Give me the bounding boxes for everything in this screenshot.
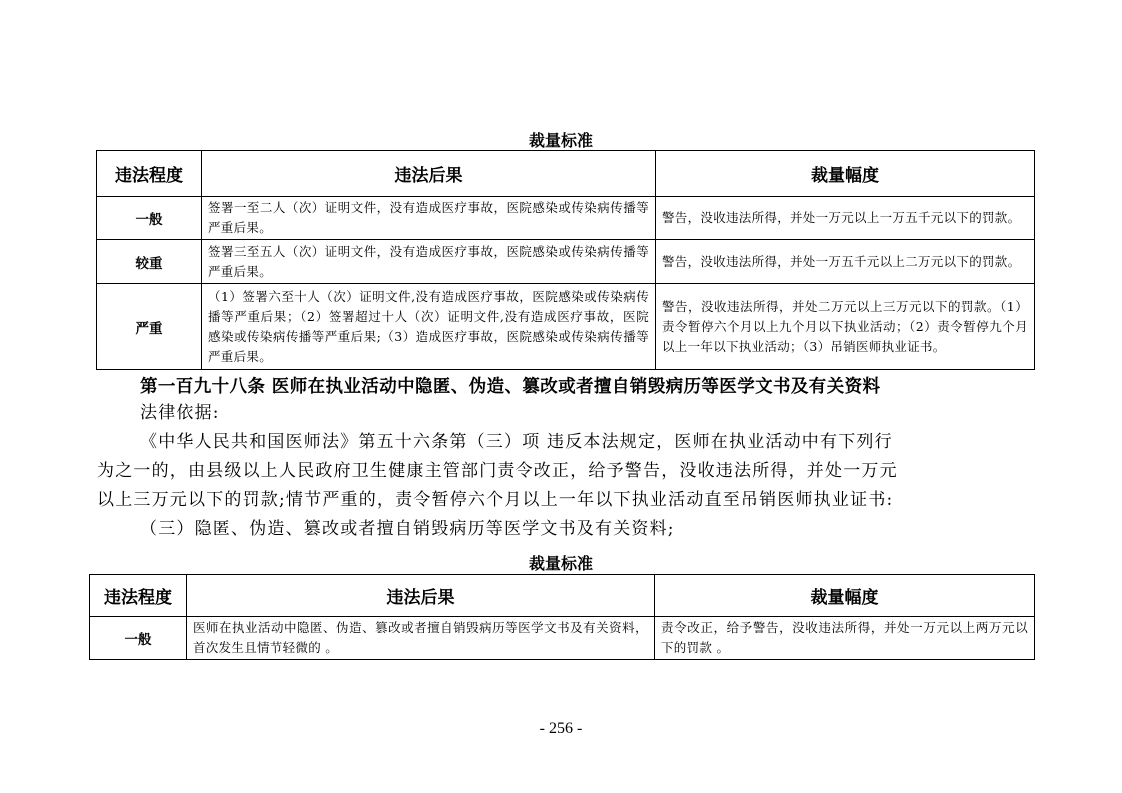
consequence-cell: 签署三至五人（次）证明文件，没有造成医疗事故，医院感染或传染病传播等严重后果。 bbox=[202, 240, 656, 284]
level-cell: 一般 bbox=[97, 197, 202, 240]
table1-header-consequence: 违法后果 bbox=[202, 151, 656, 197]
table2-header-penalty: 裁量幅度 bbox=[655, 575, 1035, 617]
level-cell: 一般 bbox=[90, 617, 187, 660]
table2-header-row bbox=[90, 575, 1035, 617]
table2-header-level: 违法程度 bbox=[90, 575, 187, 617]
basis-label: 法律依据: bbox=[140, 403, 220, 423]
penalty-cell: 警告，没收违法所得，并处一万五千元以上二万元以下的罚款。 bbox=[656, 240, 1035, 284]
table-row bbox=[97, 240, 1035, 284]
table1-header-row bbox=[97, 151, 1035, 197]
table1 bbox=[96, 150, 1035, 370]
table1-caption: 裁量标准 bbox=[528, 131, 593, 150]
page-number: - 256 - bbox=[539, 720, 583, 737]
table2 bbox=[89, 574, 1035, 660]
level-cell: 严重 bbox=[97, 284, 202, 370]
table2-caption: 裁量标准 bbox=[528, 554, 593, 573]
table-row bbox=[90, 617, 1035, 660]
table-row bbox=[97, 284, 1035, 370]
table1-header-penalty: 裁量幅度 bbox=[656, 151, 1035, 197]
consequence-cell: 签署一至二人（次）证明文件，没有造成医疗事故，医院感染或传染病传播等严重后果。 bbox=[202, 197, 656, 240]
consequence-cell: 医师在执业活动中隐匿、伪造、篡改或者擅自销毁病历等医学文书及有关资料，首次发生且情节轻微的 。 bbox=[187, 617, 655, 660]
law-text-line-1: 《中华人民共和国医师法》第五十六条第（三）项 违反本法规定，医师在执业活动中有下列行 bbox=[140, 432, 893, 452]
level-cell: 较重 bbox=[97, 240, 202, 284]
table1-header-level: 违法程度 bbox=[97, 151, 202, 197]
consequence-cell: （1）签署六至十人（次）证明文件,没有造成医疗事故，医院感染或传染病传播等严重后果；（2）签署超过十人（次）证明文件,没有造成医疗事故，医院感染或传染病传播等严重后果;（3）造成医疗事故，医院感染或传染病传播等严重后果。 bbox=[202, 284, 656, 370]
table2-header-consequence: 违法后果 bbox=[187, 575, 655, 617]
penalty-cell: 责令改正，给予警告，没收违法所得，并处一万元以上两万元以下的罚款 。 bbox=[655, 617, 1035, 660]
law-text-line-3: 以上三万元以下的罚款;情节严重的，责令暂停六个月以上一年以下执业活动直至吊销医师执业证书: bbox=[97, 490, 894, 510]
law-text-line-2: 为之一的，由县级以上人民政府卫生健康主管部门责令改正，给予警告，没收违法所得，并处一万元 bbox=[97, 461, 898, 481]
penalty-cell: 警告，没收违法所得，并处二万元以上三万元以下的罚款。（1）责令暂停六个月以上九个月以下执业活动；（2）责令暂停九个月以上一年以下执业活动；（3）吊销医师执业证书。 bbox=[656, 284, 1035, 370]
law-item: （三）隐匿、伪造、篡改或者擅自销毁病历等医学文书及有关资料; bbox=[140, 519, 675, 539]
article-title: 第一百九十八条 医师在执业活动中隐匿、伪造、篡改或者擅自销毁病历等医学文书及有关资料 bbox=[140, 377, 881, 397]
penalty-cell: 警告，没收违法所得，并处一万元以上一万五千元以下的罚款。 bbox=[656, 197, 1035, 240]
table-row bbox=[97, 197, 1035, 240]
